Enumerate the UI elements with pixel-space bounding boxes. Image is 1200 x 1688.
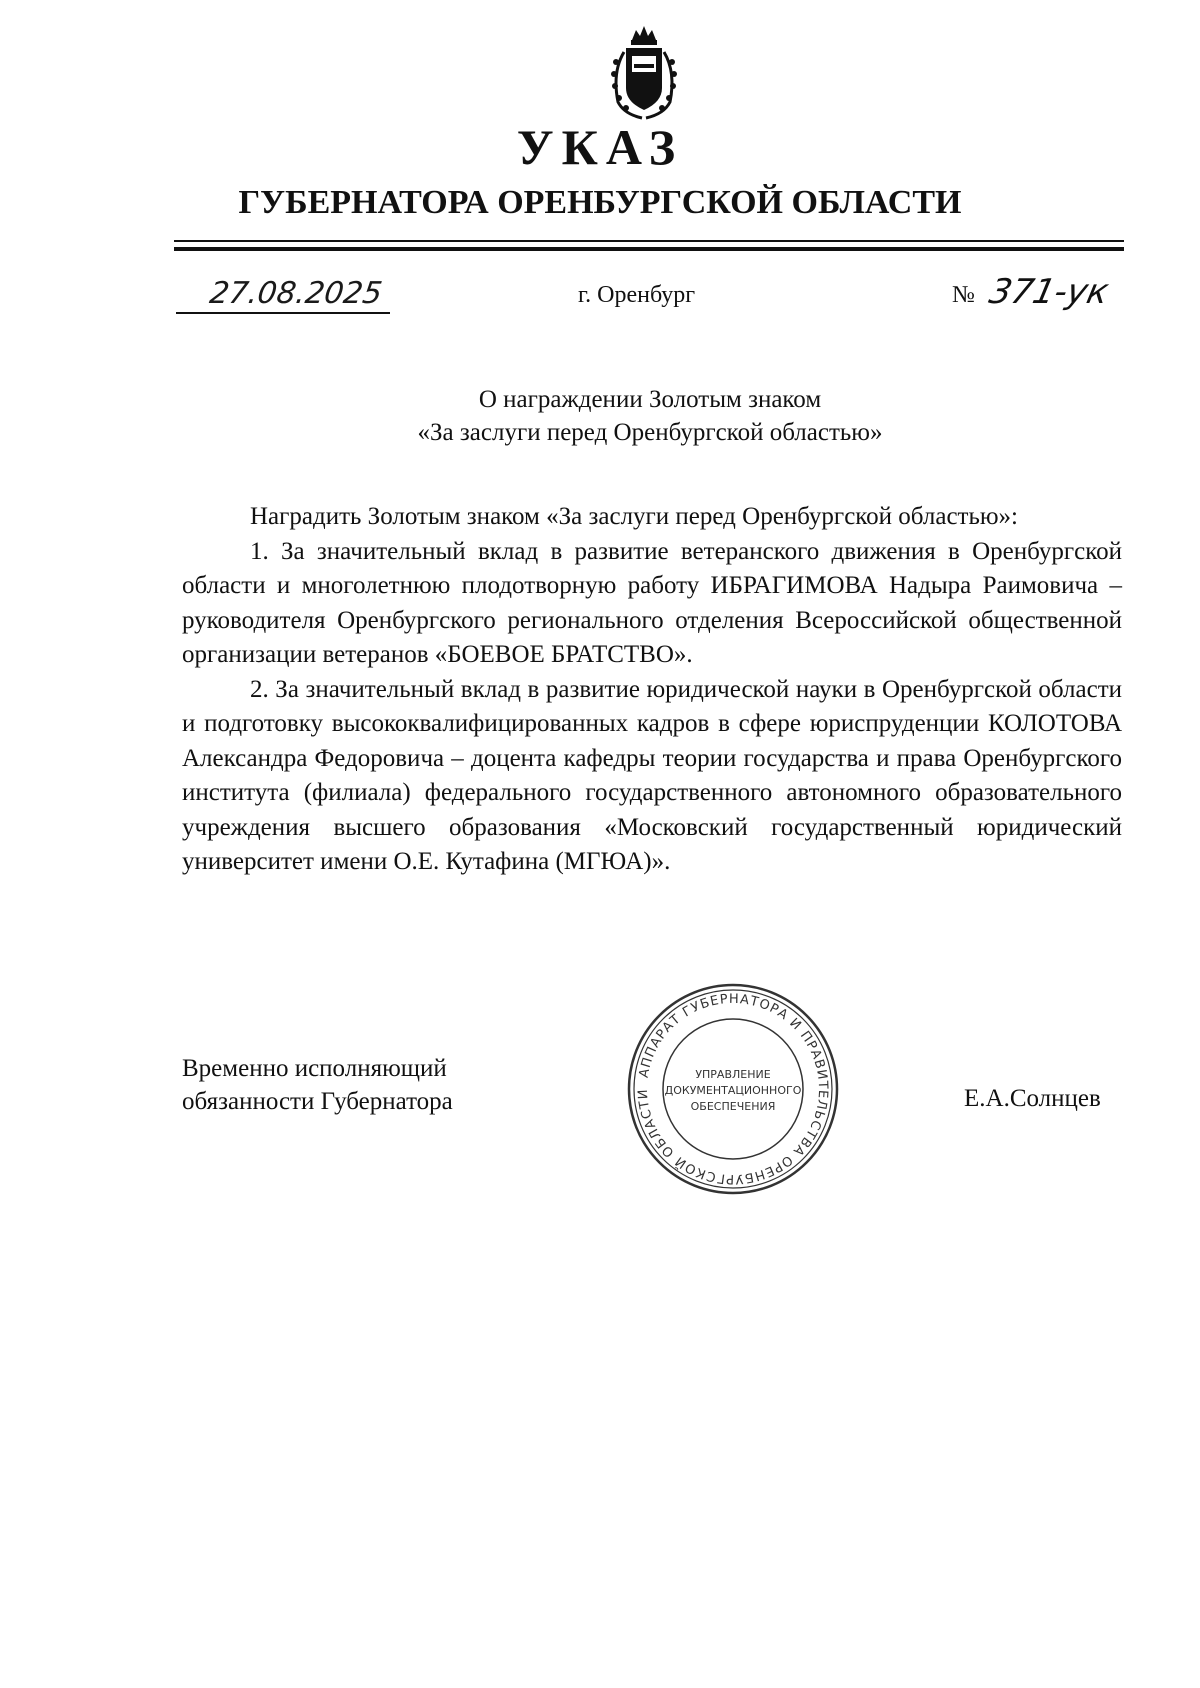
header-rule-thin <box>174 240 1124 242</box>
body-intro: Наградить Золотым знаком «За заслуги перед Оренбургской областью»: <box>250 503 1019 530</box>
stamp-inner-line-2: ДОКУМЕНТАЦИОННОГО <box>664 1084 802 1097</box>
decree-number: 371-ук <box>985 272 1113 312</box>
heading-line-1: О награждении Золотым знаком <box>478 386 822 413</box>
header-rule-thick <box>174 247 1124 251</box>
stamp-outer-text: АППАРАТ ГУБЕРНАТОРА И ПРАВИТЕЛЬСТВА ОРЕНБУРГСКОЙ ОБЛАСТИ <box>635 991 831 1187</box>
decree-date: 27.08.2025 <box>207 276 385 311</box>
decree-city: г. Оренбург <box>578 282 696 308</box>
decree-body <box>182 500 1122 880</box>
document-subtitle: ГУБЕРНАТОРА ОРЕНБУРГСКОЙ ОБЛАСТИ <box>238 184 962 221</box>
stamp-inner-line-1: УПРАВЛЕНИЕ <box>695 1068 771 1081</box>
heading-line-2: «За заслуги перед Оренбургской областью» <box>417 419 883 446</box>
official-stamp <box>624 980 842 1198</box>
decree-heading <box>0 383 1200 449</box>
number-sign: № <box>952 282 975 308</box>
document-title: УКАЗ <box>516 119 684 175</box>
position-line-1: Временно исполняющий <box>182 1055 447 1082</box>
date-underline <box>176 312 390 314</box>
signatory-name: Е.А.Солнцев <box>964 1085 1101 1112</box>
body-item-2: 2. За значительный вклад в развитие юридической науки в Оренбургской области и подготовку высококвалифицированных кадров в сфере юриспруденции КОЛОТОВА Александра Федоровича – доцента кафедры теории государства и права Оренбургского института (филиала) федерального государственного автономного образовательного учреждения высшего образования «Московский государственный юридический университет имени О.Е. Кутафина (МГЮА)». <box>182 675 1122 875</box>
coat-of-arms-icon <box>604 22 684 122</box>
body-item-1: 1. За значительный вклад в развитие ветеранского движения в Оренбургской области и многолетнюю плодотворную работу ИБРАГИМОВА Надыра Раимовича – руководителя Оренбургского регионального отделения Всероссийской общественной организации ветеранов «БОЕВОЕ БРАТСТВО». <box>182 537 1122 668</box>
position-line-2: обязанности Губернатора <box>182 1088 453 1115</box>
stamp-inner-line-3: ОБЕСПЕЧЕНИЯ <box>690 1100 776 1113</box>
signatory-position <box>182 1052 453 1118</box>
